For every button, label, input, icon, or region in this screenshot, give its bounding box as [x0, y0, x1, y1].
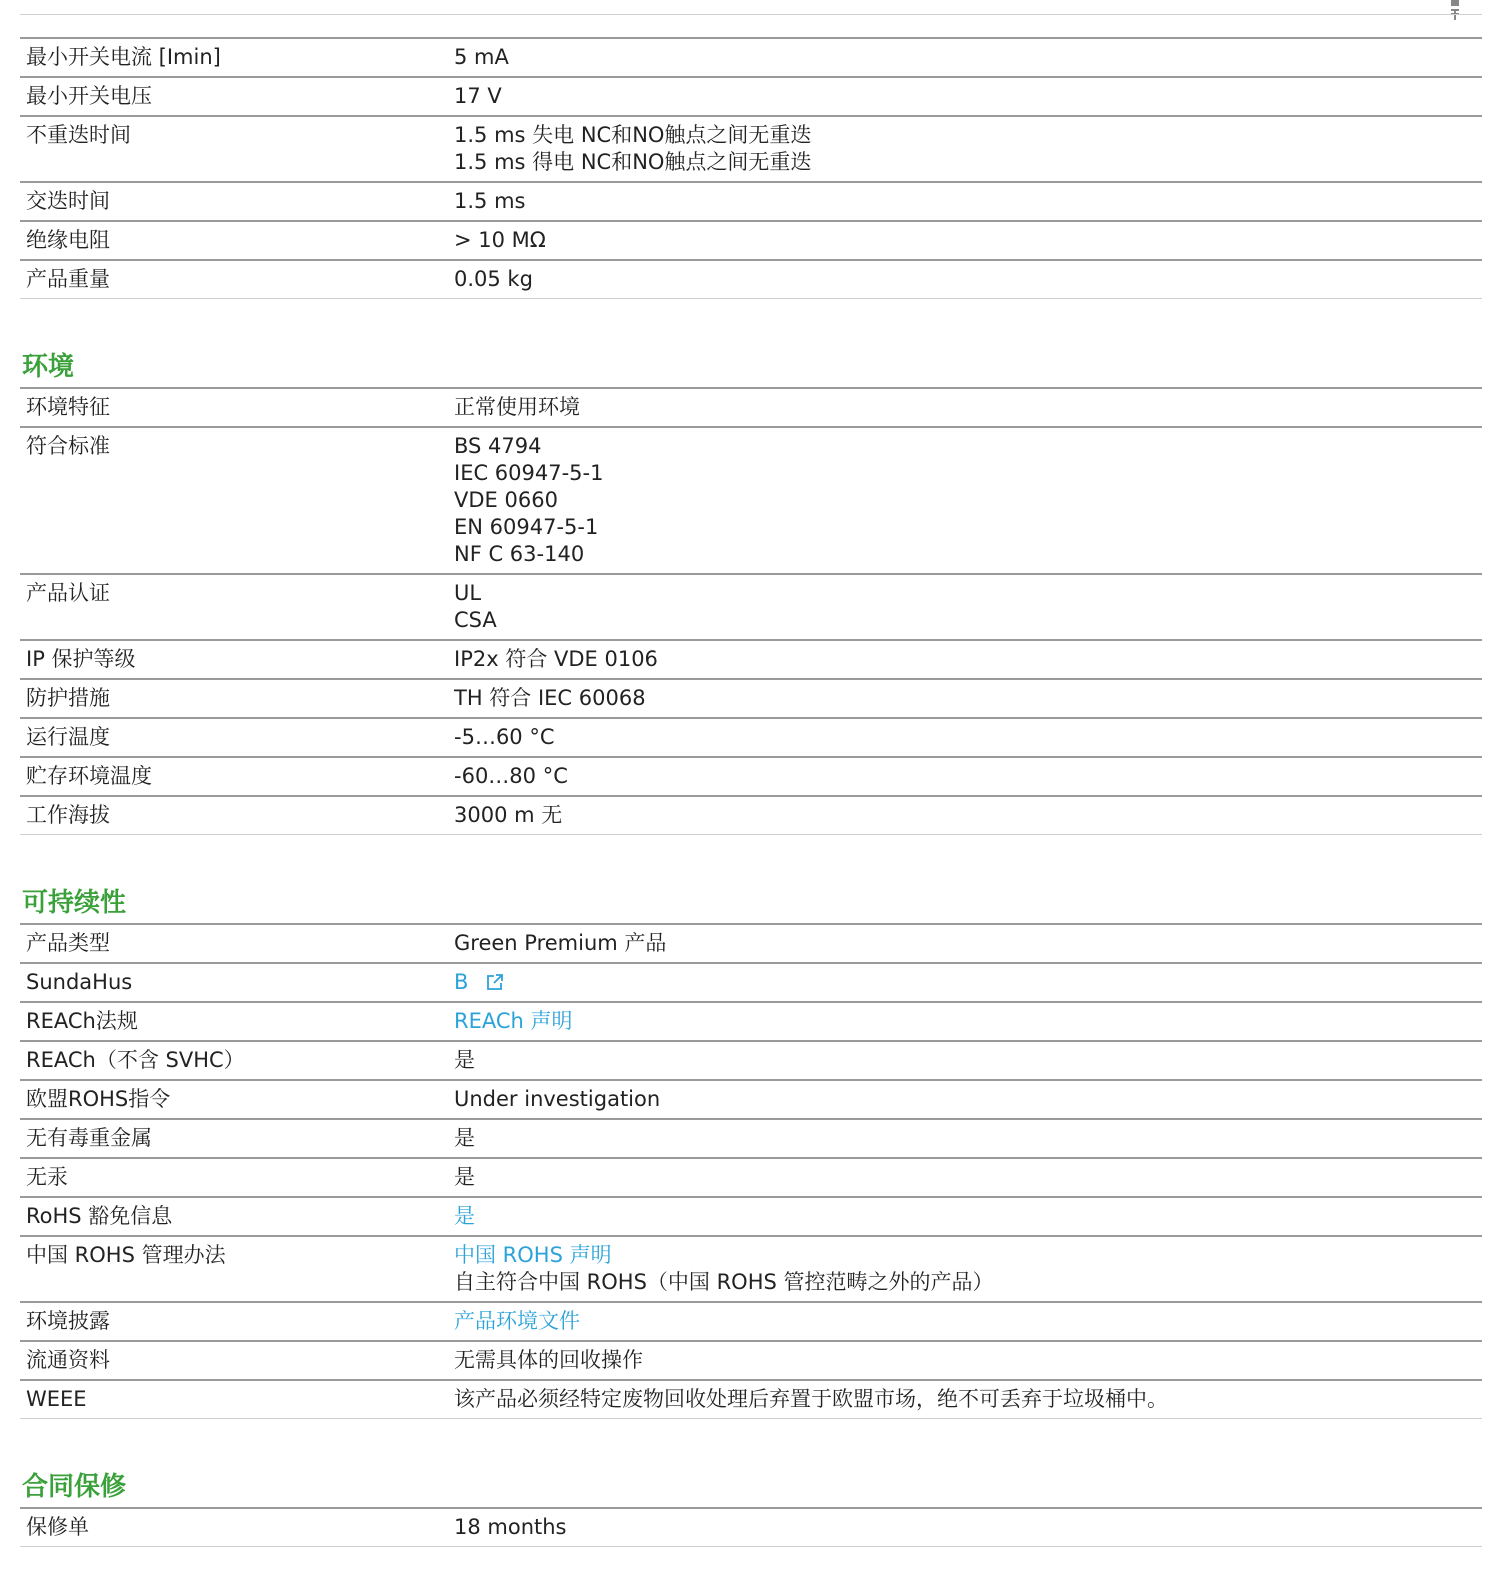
- environment-section: [20, 351, 1482, 835]
- spec-value: 无需具体的回收操作: [454, 1348, 643, 1372]
- spec-row: [20, 964, 1482, 1003]
- spec-label: 中国 ROHS 管理办法: [26, 1243, 226, 1267]
- spec-row: [20, 1381, 1482, 1419]
- spec-label: RoHS 豁免信息: [26, 1204, 173, 1228]
- environment-spec-table: [20, 387, 1482, 835]
- spec-label: 无有毒重金属: [26, 1126, 152, 1150]
- spec-row: [20, 1081, 1482, 1120]
- sundahus-link-text: B: [454, 970, 469, 994]
- spec-label: 流通资料: [26, 1348, 110, 1372]
- spec-value: 0.05 kg: [454, 267, 533, 291]
- spec-row: [20, 1159, 1482, 1198]
- spec-row: [20, 78, 1482, 117]
- spec-label: 欧盟ROHS指令: [26, 1087, 171, 1111]
- spec-value: -5…60 °C: [454, 725, 555, 749]
- spec-row: [20, 1342, 1482, 1381]
- spec-value: 3000 m 无: [454, 803, 563, 827]
- spec-label: 环境特征: [26, 395, 110, 419]
- spec-row: [20, 183, 1482, 222]
- spec-label: 产品类型: [26, 931, 110, 955]
- spec-row: [20, 925, 1482, 964]
- spec-label: 产品认证: [26, 581, 110, 605]
- spec-row: [20, 1042, 1482, 1081]
- spec-label: REACh法规: [26, 1009, 138, 1033]
- spec-value: -60…80 °C: [454, 764, 568, 788]
- spec-value: 自主符合中国 ROHS（中国 ROHS 管控范畴之外的产品）: [454, 1270, 994, 1294]
- spec-row: [20, 1237, 1482, 1303]
- external-link-icon: [486, 973, 504, 991]
- spec-value: 1.5 ms 得电 NC和NO触点之间无重迭: [454, 150, 812, 174]
- spec-value: 17 V: [454, 84, 502, 108]
- previous-row-fragment: [20, 0, 1482, 15]
- section-title-environment: 环境: [22, 352, 75, 382]
- spec-label: REACh（不含 SVHC）: [26, 1048, 245, 1072]
- environmental-document-link[interactable]: 产品环境文件: [454, 1309, 580, 1333]
- spec-label: 保修单: [26, 1515, 89, 1539]
- spec-label: IP 保护等级: [26, 647, 136, 671]
- spec-row: [20, 641, 1482, 680]
- spec-value: > 10 MΩ: [454, 228, 546, 252]
- spec-label: 环境披露: [26, 1309, 110, 1333]
- spec-value: CSA: [454, 608, 497, 632]
- spec-row: [20, 1303, 1482, 1342]
- spec-row: [20, 680, 1482, 719]
- rohs-exemption-link[interactable]: 是: [454, 1204, 475, 1228]
- spec-row: [20, 222, 1482, 261]
- spec-value: Green Premium 产品: [454, 931, 667, 955]
- spec-sheet: [20, 0, 1482, 1547]
- spec-value: Under investigation: [454, 1087, 661, 1111]
- spec-label: 运行温度: [26, 725, 110, 749]
- spec-label: 产品重量: [26, 267, 110, 291]
- spec-value: VDE 0660: [454, 488, 558, 512]
- spec-value: 是: [454, 1048, 475, 1072]
- spec-label: 贮存环境温度: [26, 764, 152, 788]
- spec-label: 工作海拔: [26, 803, 110, 827]
- spec-row: [20, 797, 1482, 835]
- spec-value: 1.5 ms 失电 NC和NO触点之间无重迭: [454, 123, 812, 147]
- section-title-sustainability: 可持续性: [22, 888, 127, 918]
- sustainability-spec-table: [20, 923, 1482, 1419]
- spec-value: 5 mA: [454, 45, 509, 69]
- spec-label: 绝缘电阻: [26, 228, 110, 252]
- spec-label: 不重迭时间: [26, 123, 131, 147]
- spec-value: 是: [454, 1165, 475, 1189]
- spec-value: 正常使用环境: [454, 395, 580, 419]
- spec-value: BS 4794: [454, 434, 542, 458]
- spec-row: [20, 575, 1482, 641]
- electrical-spec-table: [20, 37, 1482, 299]
- spec-row: [20, 389, 1482, 428]
- sustainability-section: [20, 887, 1482, 1419]
- spec-value: 18 months: [454, 1515, 567, 1539]
- spec-label: WEEE: [26, 1387, 87, 1411]
- spec-value: EN 60947-5-1: [454, 515, 599, 539]
- spec-value: 1.5 ms: [454, 189, 526, 213]
- reach-declaration-link[interactable]: REACh 声明: [454, 1009, 573, 1033]
- spec-value: IP2x 符合 VDE 0106: [454, 647, 658, 671]
- spec-value: 该产品必须经特定废物回收处理后弃置于欧盟市场，绝不可丢弃于垃圾桶中。: [454, 1387, 1168, 1411]
- spec-row: [20, 1509, 1482, 1547]
- spec-row: [20, 1198, 1482, 1237]
- spec-label: 防护措施: [26, 686, 110, 710]
- spec-row: [20, 1003, 1482, 1042]
- spec-label: 最小开关电流 [Imin]: [26, 45, 221, 69]
- spec-label: 最小开关电压: [26, 84, 152, 108]
- spec-row: [20, 428, 1482, 575]
- spec-row: [20, 1120, 1482, 1159]
- spec-label: SundaHus: [26, 970, 133, 994]
- china-rohs-declaration-link[interactable]: 中国 ROHS 声明: [454, 1243, 612, 1267]
- warranty-section: [20, 1471, 1482, 1547]
- spec-value: 是: [454, 1126, 475, 1150]
- spec-value: IEC 60947-5-1: [454, 461, 604, 485]
- spec-value: UL: [454, 581, 482, 605]
- warranty-spec-table: [20, 1507, 1482, 1547]
- spec-row: [20, 758, 1482, 797]
- section-title-warranty: 合同保修: [22, 1472, 127, 1502]
- spec-label: 无汞: [26, 1165, 68, 1189]
- spec-row: [20, 39, 1482, 78]
- spec-label: 符合标准: [26, 434, 110, 458]
- spec-value: TH 符合 IEC 60068: [454, 686, 646, 710]
- sundahus-link[interactable]: [454, 969, 1482, 996]
- spec-row: [20, 719, 1482, 758]
- spec-label: 交迭时间: [26, 189, 110, 213]
- spec-value: NF C 63-140: [454, 542, 585, 566]
- spec-row: [20, 261, 1482, 299]
- spec-row: [20, 117, 1482, 183]
